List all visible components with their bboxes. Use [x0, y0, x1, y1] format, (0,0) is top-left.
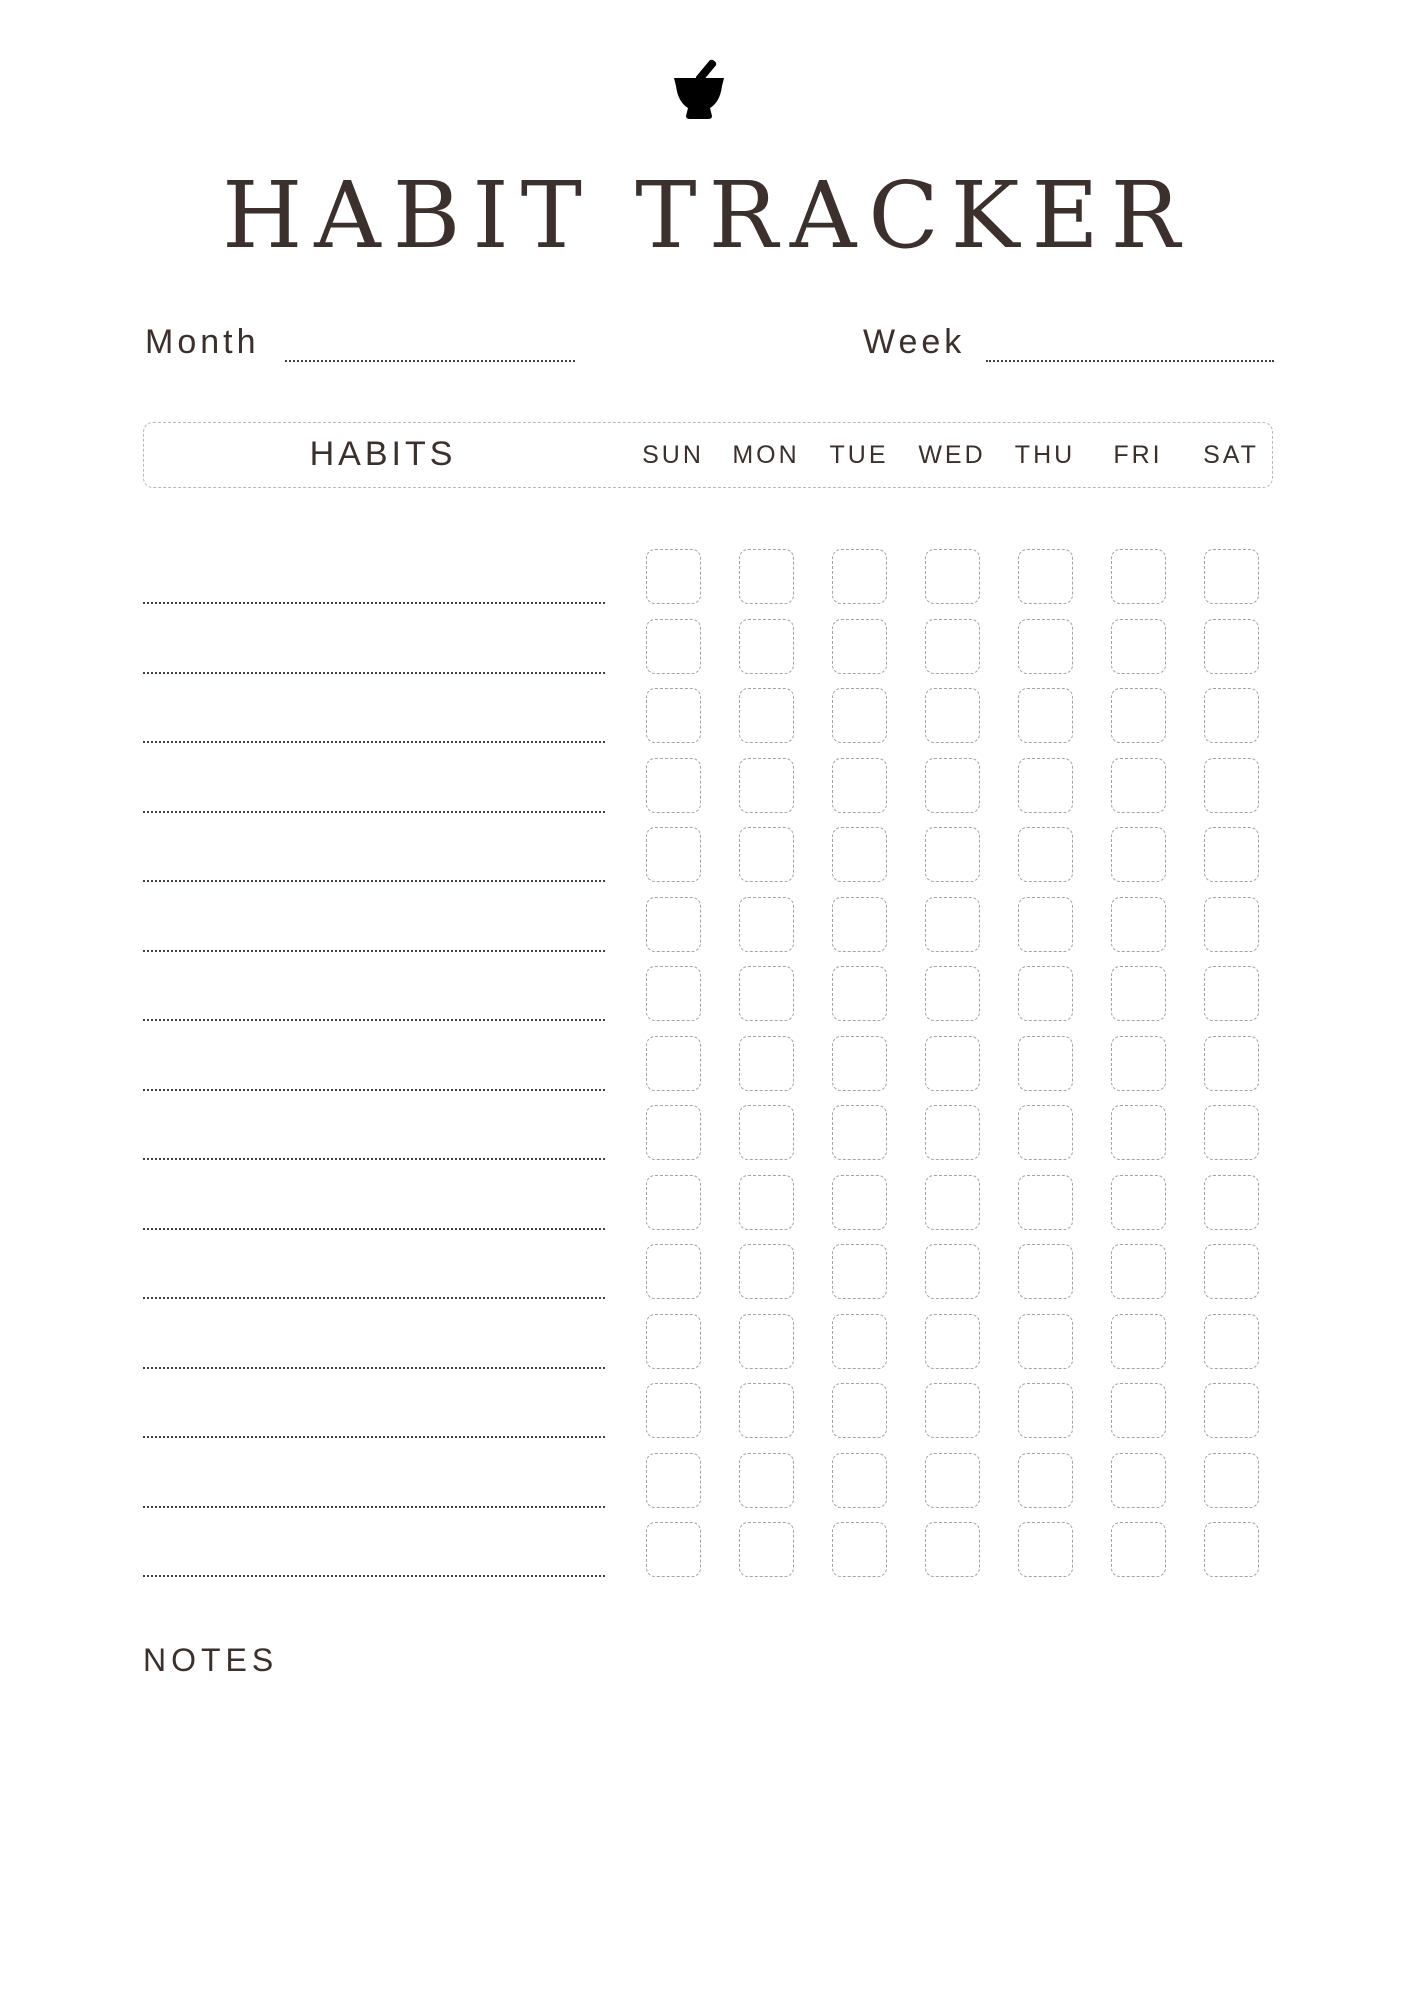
checkbox-wed[interactable]: [925, 688, 980, 743]
checkbox-wed[interactable]: [925, 758, 980, 813]
checkbox-sat[interactable]: [1204, 1314, 1259, 1369]
checkbox-sat[interactable]: [1204, 1244, 1259, 1299]
checkbox-thu[interactable]: [1018, 1522, 1073, 1577]
checkbox-sun[interactable]: [646, 758, 701, 813]
checkbox-fri[interactable]: [1111, 897, 1166, 952]
checkbox-thu[interactable]: [1018, 1383, 1073, 1438]
checkbox-wed[interactable]: [925, 827, 980, 882]
checkbox-sun[interactable]: [646, 1036, 701, 1091]
mortar-pestle-icon: [672, 58, 726, 120]
checkbox-thu[interactable]: [1018, 897, 1073, 952]
checkbox-thu[interactable]: [1018, 1036, 1073, 1091]
checkbox-wed[interactable]: [925, 1453, 980, 1508]
day-header-mon: MON: [732, 441, 800, 469]
checkbox-sat[interactable]: [1204, 1522, 1259, 1577]
checkbox-thu[interactable]: [1018, 1244, 1073, 1299]
checkbox-thu[interactable]: [1018, 619, 1073, 674]
habit-name-field[interactable]: [143, 672, 605, 674]
day-header-sat: SAT: [1203, 441, 1259, 469]
checkbox-fri[interactable]: [1111, 1453, 1166, 1508]
checkbox-mon[interactable]: [739, 1244, 794, 1299]
checkbox-sun[interactable]: [646, 1383, 701, 1438]
checkbox-tue[interactable]: [832, 758, 887, 813]
checkbox-sun[interactable]: [646, 1314, 701, 1369]
checkbox-mon[interactable]: [739, 1383, 794, 1438]
checkbox-mon[interactable]: [739, 966, 794, 1021]
day-header-thu: THU: [1014, 441, 1076, 469]
habit-name-field[interactable]: [143, 1575, 605, 1577]
checkbox-tue[interactable]: [832, 1244, 887, 1299]
checkbox-sat[interactable]: [1204, 1453, 1259, 1508]
page-title: HABIT TRACKER: [222, 162, 1192, 269]
checkbox-thu[interactable]: [1018, 827, 1073, 882]
checkbox-sat[interactable]: [1204, 897, 1259, 952]
checkbox-wed[interactable]: [925, 1036, 980, 1091]
checkbox-sat[interactable]: [1204, 966, 1259, 1021]
checkbox-fri[interactable]: [1111, 1105, 1166, 1160]
habit-name-field[interactable]: [143, 880, 605, 882]
checkbox-sun[interactable]: [646, 1522, 701, 1577]
checkbox-sun[interactable]: [646, 1453, 701, 1508]
day-header-tue: TUE: [829, 441, 889, 469]
checkbox-thu[interactable]: [1018, 966, 1073, 1021]
checkbox-tue[interactable]: [832, 827, 887, 882]
habit-name-field[interactable]: [143, 1436, 605, 1438]
habits-column-header: HABITS: [309, 435, 457, 473]
checkbox-thu[interactable]: [1018, 688, 1073, 743]
checkbox-tue[interactable]: [832, 1383, 887, 1438]
checkbox-sun[interactable]: [646, 549, 701, 604]
checkbox-thu[interactable]: [1018, 549, 1073, 604]
checkbox-fri[interactable]: [1111, 1522, 1166, 1577]
habit-name-field[interactable]: [143, 1089, 605, 1091]
checkbox-mon[interactable]: [739, 1522, 794, 1577]
checkbox-mon[interactable]: [739, 758, 794, 813]
checkbox-fri[interactable]: [1111, 549, 1166, 604]
checkbox-tue[interactable]: [832, 966, 887, 1021]
checkbox-wed[interactable]: [925, 1383, 980, 1438]
habit-name-field[interactable]: [143, 1506, 605, 1508]
checkbox-tue[interactable]: [832, 1522, 887, 1577]
checkbox-fri[interactable]: [1111, 966, 1166, 1021]
checkbox-sat[interactable]: [1204, 1036, 1259, 1091]
habit-name-field[interactable]: [143, 741, 605, 743]
checkbox-sat[interactable]: [1204, 1175, 1259, 1230]
habit-name-field[interactable]: [143, 950, 605, 952]
checkbox-thu[interactable]: [1018, 1175, 1073, 1230]
checkbox-sat[interactable]: [1204, 619, 1259, 674]
habit-name-field[interactable]: [143, 1367, 605, 1369]
checkbox-tue[interactable]: [832, 1036, 887, 1091]
checkbox-tue[interactable]: [832, 688, 887, 743]
checkbox-tue[interactable]: [832, 1105, 887, 1160]
checkbox-mon[interactable]: [739, 1314, 794, 1369]
checkbox-thu[interactable]: [1018, 1453, 1073, 1508]
checkbox-wed[interactable]: [925, 1105, 980, 1160]
habit-name-field[interactable]: [143, 811, 605, 813]
notes-label: NOTES: [143, 1642, 279, 1678]
checkbox-sat[interactable]: [1204, 827, 1259, 882]
checkbox-sun[interactable]: [646, 897, 701, 952]
checkbox-fri[interactable]: [1111, 688, 1166, 743]
checkbox-sun[interactable]: [646, 619, 701, 674]
checkbox-sun[interactable]: [646, 1175, 701, 1230]
checkbox-fri[interactable]: [1111, 1244, 1166, 1299]
checkbox-wed[interactable]: [925, 1522, 980, 1577]
day-header-wed: WED: [918, 441, 986, 469]
checkbox-mon[interactable]: [739, 1036, 794, 1091]
checkbox-wed[interactable]: [925, 966, 980, 1021]
checkbox-mon[interactable]: [739, 827, 794, 882]
habit-name-field[interactable]: [143, 1297, 605, 1299]
day-header-sun: SUN: [642, 441, 704, 469]
checkbox-wed[interactable]: [925, 619, 980, 674]
checkbox-mon[interactable]: [739, 1175, 794, 1230]
checkbox-sat[interactable]: [1204, 1105, 1259, 1160]
week-label: Week: [863, 323, 966, 361]
checkbox-thu[interactable]: [1018, 1105, 1073, 1160]
habit-name-field[interactable]: [143, 1019, 605, 1021]
checkbox-sun[interactable]: [646, 688, 701, 743]
checkbox-sun[interactable]: [646, 1105, 701, 1160]
checkbox-wed[interactable]: [925, 1314, 980, 1369]
habit-name-field[interactable]: [143, 1228, 605, 1230]
checkbox-sat[interactable]: [1204, 758, 1259, 813]
checkbox-tue[interactable]: [832, 549, 887, 604]
checkbox-thu[interactable]: [1018, 758, 1073, 813]
checkbox-tue[interactable]: [832, 1175, 887, 1230]
checkbox-mon[interactable]: [739, 688, 794, 743]
checkbox-mon[interactable]: [739, 619, 794, 674]
checkbox-fri[interactable]: [1111, 619, 1166, 674]
checkbox-mon[interactable]: [739, 1105, 794, 1160]
checkbox-mon[interactable]: [739, 1453, 794, 1508]
checkbox-fri[interactable]: [1111, 1314, 1166, 1369]
checkbox-mon[interactable]: [739, 549, 794, 604]
checkbox-fri[interactable]: [1111, 1383, 1166, 1438]
month-field[interactable]: [285, 360, 575, 362]
habit-name-field[interactable]: [143, 602, 605, 604]
checkbox-wed[interactable]: [925, 549, 980, 604]
checkbox-sun[interactable]: [646, 1244, 701, 1299]
checkbox-fri[interactable]: [1111, 1036, 1166, 1091]
checkbox-mon[interactable]: [739, 897, 794, 952]
week-field[interactable]: [986, 360, 1274, 362]
checkbox-sat[interactable]: [1204, 688, 1259, 743]
checkbox-tue[interactable]: [832, 1453, 887, 1508]
checkbox-sun[interactable]: [646, 827, 701, 882]
checkbox-fri[interactable]: [1111, 827, 1166, 882]
checkbox-thu[interactable]: [1018, 1314, 1073, 1369]
checkbox-fri[interactable]: [1111, 758, 1166, 813]
habit-name-field[interactable]: [143, 1158, 605, 1160]
month-label: Month: [145, 323, 260, 361]
checkbox-wed[interactable]: [925, 897, 980, 952]
checkbox-fri[interactable]: [1111, 1175, 1166, 1230]
checkbox-sat[interactable]: [1204, 549, 1259, 604]
day-header-fri: FRI: [1113, 441, 1163, 469]
checkbox-tue[interactable]: [832, 1314, 887, 1369]
checkbox-tue[interactable]: [832, 619, 887, 674]
checkbox-sun[interactable]: [646, 966, 701, 1021]
checkbox-tue[interactable]: [832, 897, 887, 952]
checkbox-sat[interactable]: [1204, 1383, 1259, 1438]
checkbox-wed[interactable]: [925, 1175, 980, 1230]
checkbox-wed[interactable]: [925, 1244, 980, 1299]
